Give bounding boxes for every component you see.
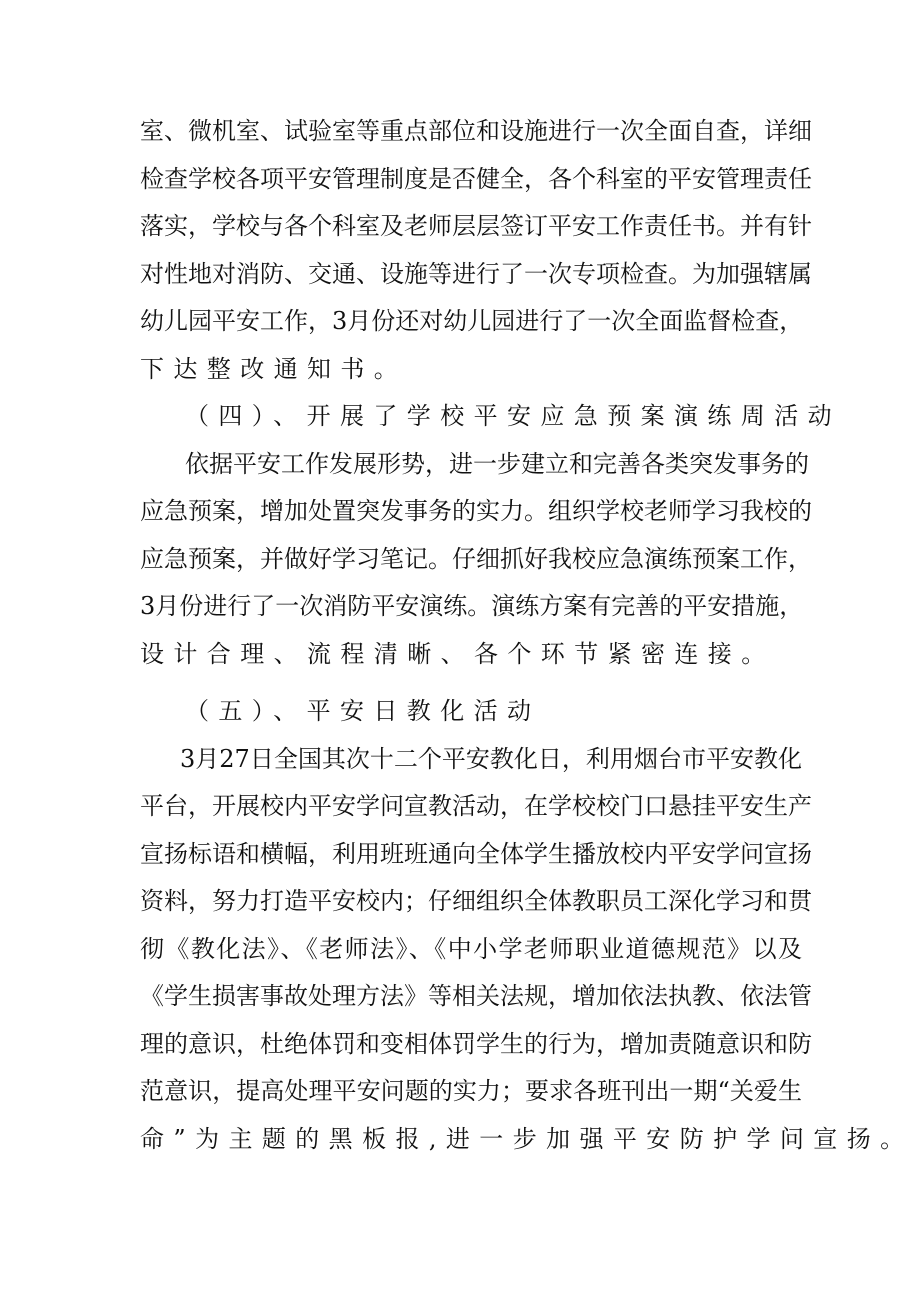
text-line: 命”为主题的黑板报,进一步加强平安防护学问宣扬。	[140, 1124, 914, 1153]
text-line: 设计合理、流程清晰、各个环节紧密连接。	[140, 639, 775, 668]
paragraph-safety-day	[140, 736, 914, 1164]
section-heading-5: （五）、平安日教化活动	[185, 697, 541, 725]
text-line: 彻《教化法》、《老师法》、《中小学老师职业道德规范》以及	[140, 934, 802, 963]
text-line: 应急预案，增加处置突发事务的实力。组织学校老师学习我校的	[140, 497, 812, 525]
text-line: 3月27日全国其次十二个平安教化日，利用烟台市平安教化	[180, 744, 802, 773]
text-line: 应急预案，并做好学习笔记。仔细抓好我校应急演练预案工作，	[140, 544, 812, 573]
text-line: 宣扬标语和横幅，利用班班通向全体学生播放校内平安学问宣扬	[140, 839, 812, 868]
document-page	[140, 108, 914, 1163]
section-heading-4: （四）、开展了学校平安应急预案演练周活动	[185, 402, 841, 430]
paragraph-emergency-drill	[140, 441, 812, 679]
text-line: 《学生损害事故处理方法》等相关法规，增加依法执教、依法管	[140, 982, 812, 1010]
text-line: 范意识，提高处理平安问题的实力；要求各班刊出一期“关爱生	[140, 1077, 802, 1105]
text-line: 检查学校各项平安管理制度是否健全，各个科室的平安管理责任	[140, 164, 812, 193]
text-line: 落实，学校与各个科室及老师层层签订平安工作责任书。并有针	[140, 212, 812, 240]
text-line: 下达整改通知书。	[140, 354, 408, 383]
text-line: 理的意识，杜绝体罚和变相体罚学生的行为，增加责随意识和防	[140, 1029, 812, 1058]
text-line: 对性地对消防、交通、设施等进行了一次专项检查。为加强辖属	[140, 259, 812, 288]
paragraph-inspection	[140, 108, 812, 393]
text-line: 平台，开展校内平安学问宣教活动，在学校校门口悬挂平安生产	[140, 792, 812, 820]
text-line: 幼儿园平安工作，3月份还对幼儿园进行了一次全面监督检查，	[140, 307, 804, 335]
text-line: 3月份进行了一次消防平安演练。演练方案有完善的平安措施，	[140, 592, 804, 620]
text-line: 依据平安工作发展形势，进一步建立和完善各类突发事务的	[185, 449, 809, 478]
text-line: 资料，努力打造平安校内；仔细组织全体教职员工深化学习和贯	[140, 887, 812, 915]
text-line: 室、微机室、试验室等重点部位和设施进行一次全面自查，详细	[140, 117, 812, 145]
